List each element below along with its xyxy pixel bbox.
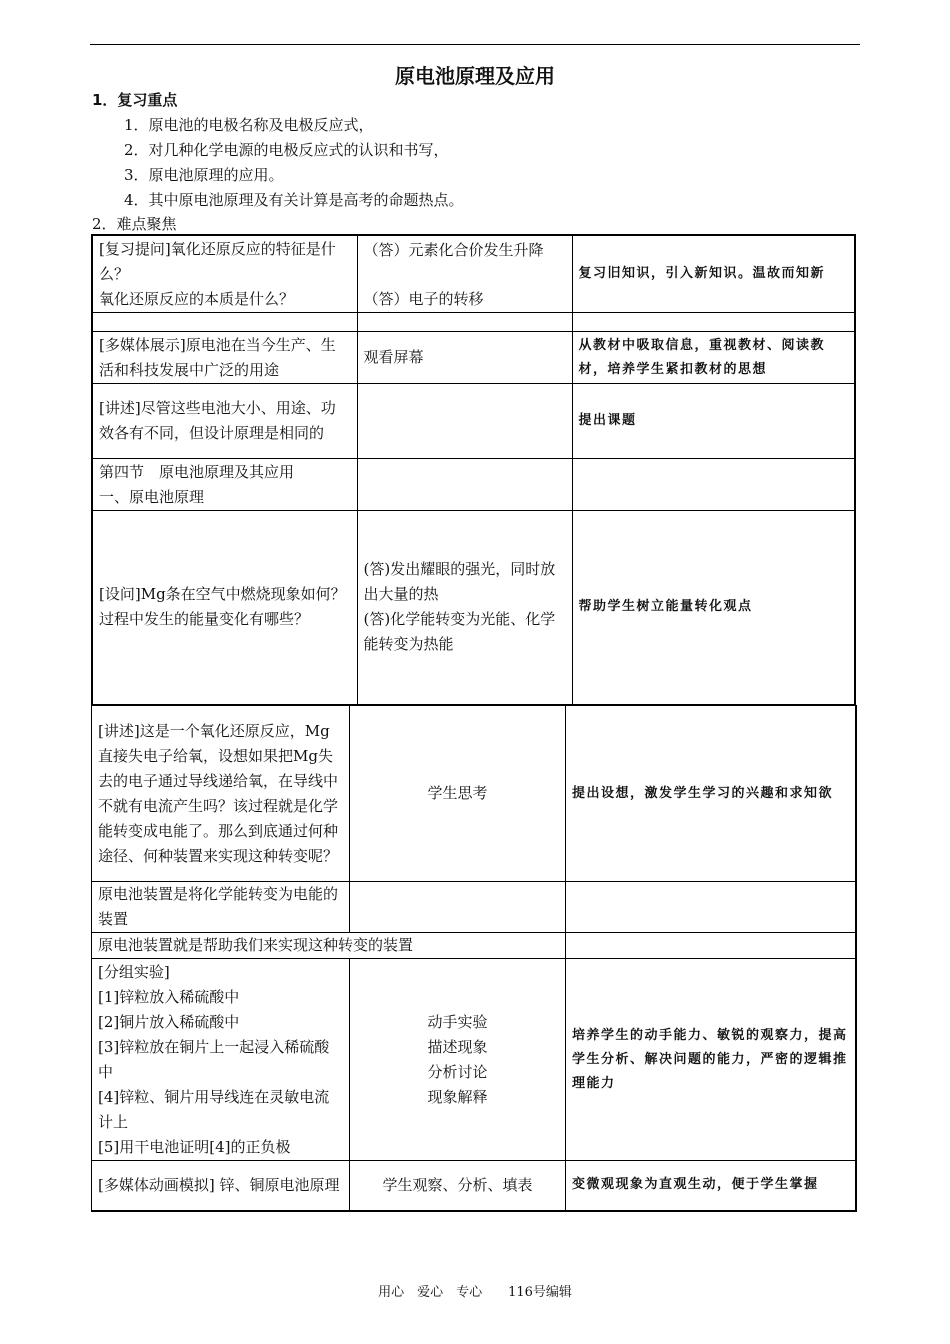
table-row: [92, 235, 855, 313]
table-row: [92, 882, 856, 933]
difficulty-heading: 2．难点聚焦: [92, 215, 177, 233]
table-row: [92, 1161, 856, 1211]
student-cell: （答）元素化合价发生升降 （答）电子的转移: [357, 235, 572, 313]
teacher-cell: [多媒体展示]原电池在当今生产、生活和科技发展中广泛的用途: [92, 332, 357, 384]
table-row: [92, 959, 856, 1161]
note-cell: 复习旧知识，引入新知识。温故而知新: [572, 235, 855, 313]
teacher-cell: 原电池装置就是帮助我们来实现这种转变的装置: [92, 933, 566, 959]
section-heading-cell: 第四节 原电池原理及其应用 一、原电池原理: [92, 459, 357, 511]
student-cell: 学生观察、分析、填表: [350, 1161, 566, 1211]
student-cell: 动手实验 描述现象 分析讨论 现象解释: [350, 959, 566, 1161]
note-cell: 从教材中吸取信息，重视教材、阅读教材，培养学生紧扣教材的思想: [572, 332, 855, 384]
note-cell: 提出设想，激发学生学习的兴趣和求知欲: [566, 706, 856, 882]
note-cell: 提出课题: [572, 384, 855, 459]
review-item: 3．原电池原理的应用。: [124, 166, 284, 184]
student-cell: (答)发出耀眼的强光，同时放出大量的热 (答)化学能转变为光能、化学能转变为热能: [357, 511, 572, 705]
teacher-cell: [多媒体动画模拟] 锌、铜原电池原理: [92, 1161, 350, 1211]
table-row: [92, 511, 855, 705]
teacher-cell: [讲述]尽管这些电池大小、用途、功效各有不同，但设计原理是相同的: [92, 384, 357, 459]
review-item: 4．其中原电池原理及有关计算是高考的命题热点。: [124, 191, 464, 209]
lesson-table-2: [91, 705, 857, 1212]
teacher-cell: [设问]Mg条在空气中燃烧现象如何？过程中发生的能量变化有哪些？: [92, 511, 357, 705]
experiment-cell: [分组实验] [1]锌粒放入稀硫酸中 [2]铜片放入稀硫酸中 [3]锌粒放在铜片上一起浸入稀硫酸中 [4]锌粒、铜片用导线连在灵敏电流计上 [5]用干电池证明[4]的正负极: [92, 959, 350, 1161]
review-heading: 1．复习重点: [92, 91, 178, 109]
table-row: [92, 313, 855, 332]
student-cell: 观看屏幕: [357, 332, 572, 384]
table-row: [92, 332, 855, 384]
teacher-cell: [复习提问]氧化还原反应的特征是什么？ 氧化还原反应的本质是什么？: [92, 235, 357, 313]
teacher-cell: 原电池装置是将化学能转变为电能的装置: [92, 882, 350, 933]
table-row: [92, 706, 856, 882]
student-cell: 学生思考: [350, 706, 566, 882]
table-row: [92, 933, 856, 959]
review-item: 1．原电池的电极名称及电极反应式，: [124, 116, 374, 134]
review-item: 2．对几种化学电源的电极反应式的认识和书写，: [124, 141, 449, 159]
page-title: 原电池原理及应用: [395, 64, 555, 88]
table-row: [92, 384, 855, 459]
note-cell: 变微观现象为直观生动，便于学生掌握: [566, 1161, 856, 1211]
note-cell: 帮助学生树立能量转化观点: [572, 511, 855, 705]
teacher-cell: [讲述]这是一个氧化还原反应，Mg直接失电子给氧，设想如果把Mg失去的电子通过导线递给氧，在导线中不就有电流产生吗？该过程就是化学能转变成电能了。那么到底通过何种途径、何种装置来实现这种转变呢？: [92, 706, 350, 882]
lesson-table-1: [91, 234, 856, 706]
header-rule: [90, 44, 860, 45]
note-cell: 培养学生的动手能力、敏锐的观察力，提高学生分析、解决问题的能力，严密的逻辑推理能力: [566, 959, 856, 1161]
page-footer: 用心 爱心 专心 116号编辑: [378, 1285, 572, 1300]
table-row: [92, 459, 855, 511]
